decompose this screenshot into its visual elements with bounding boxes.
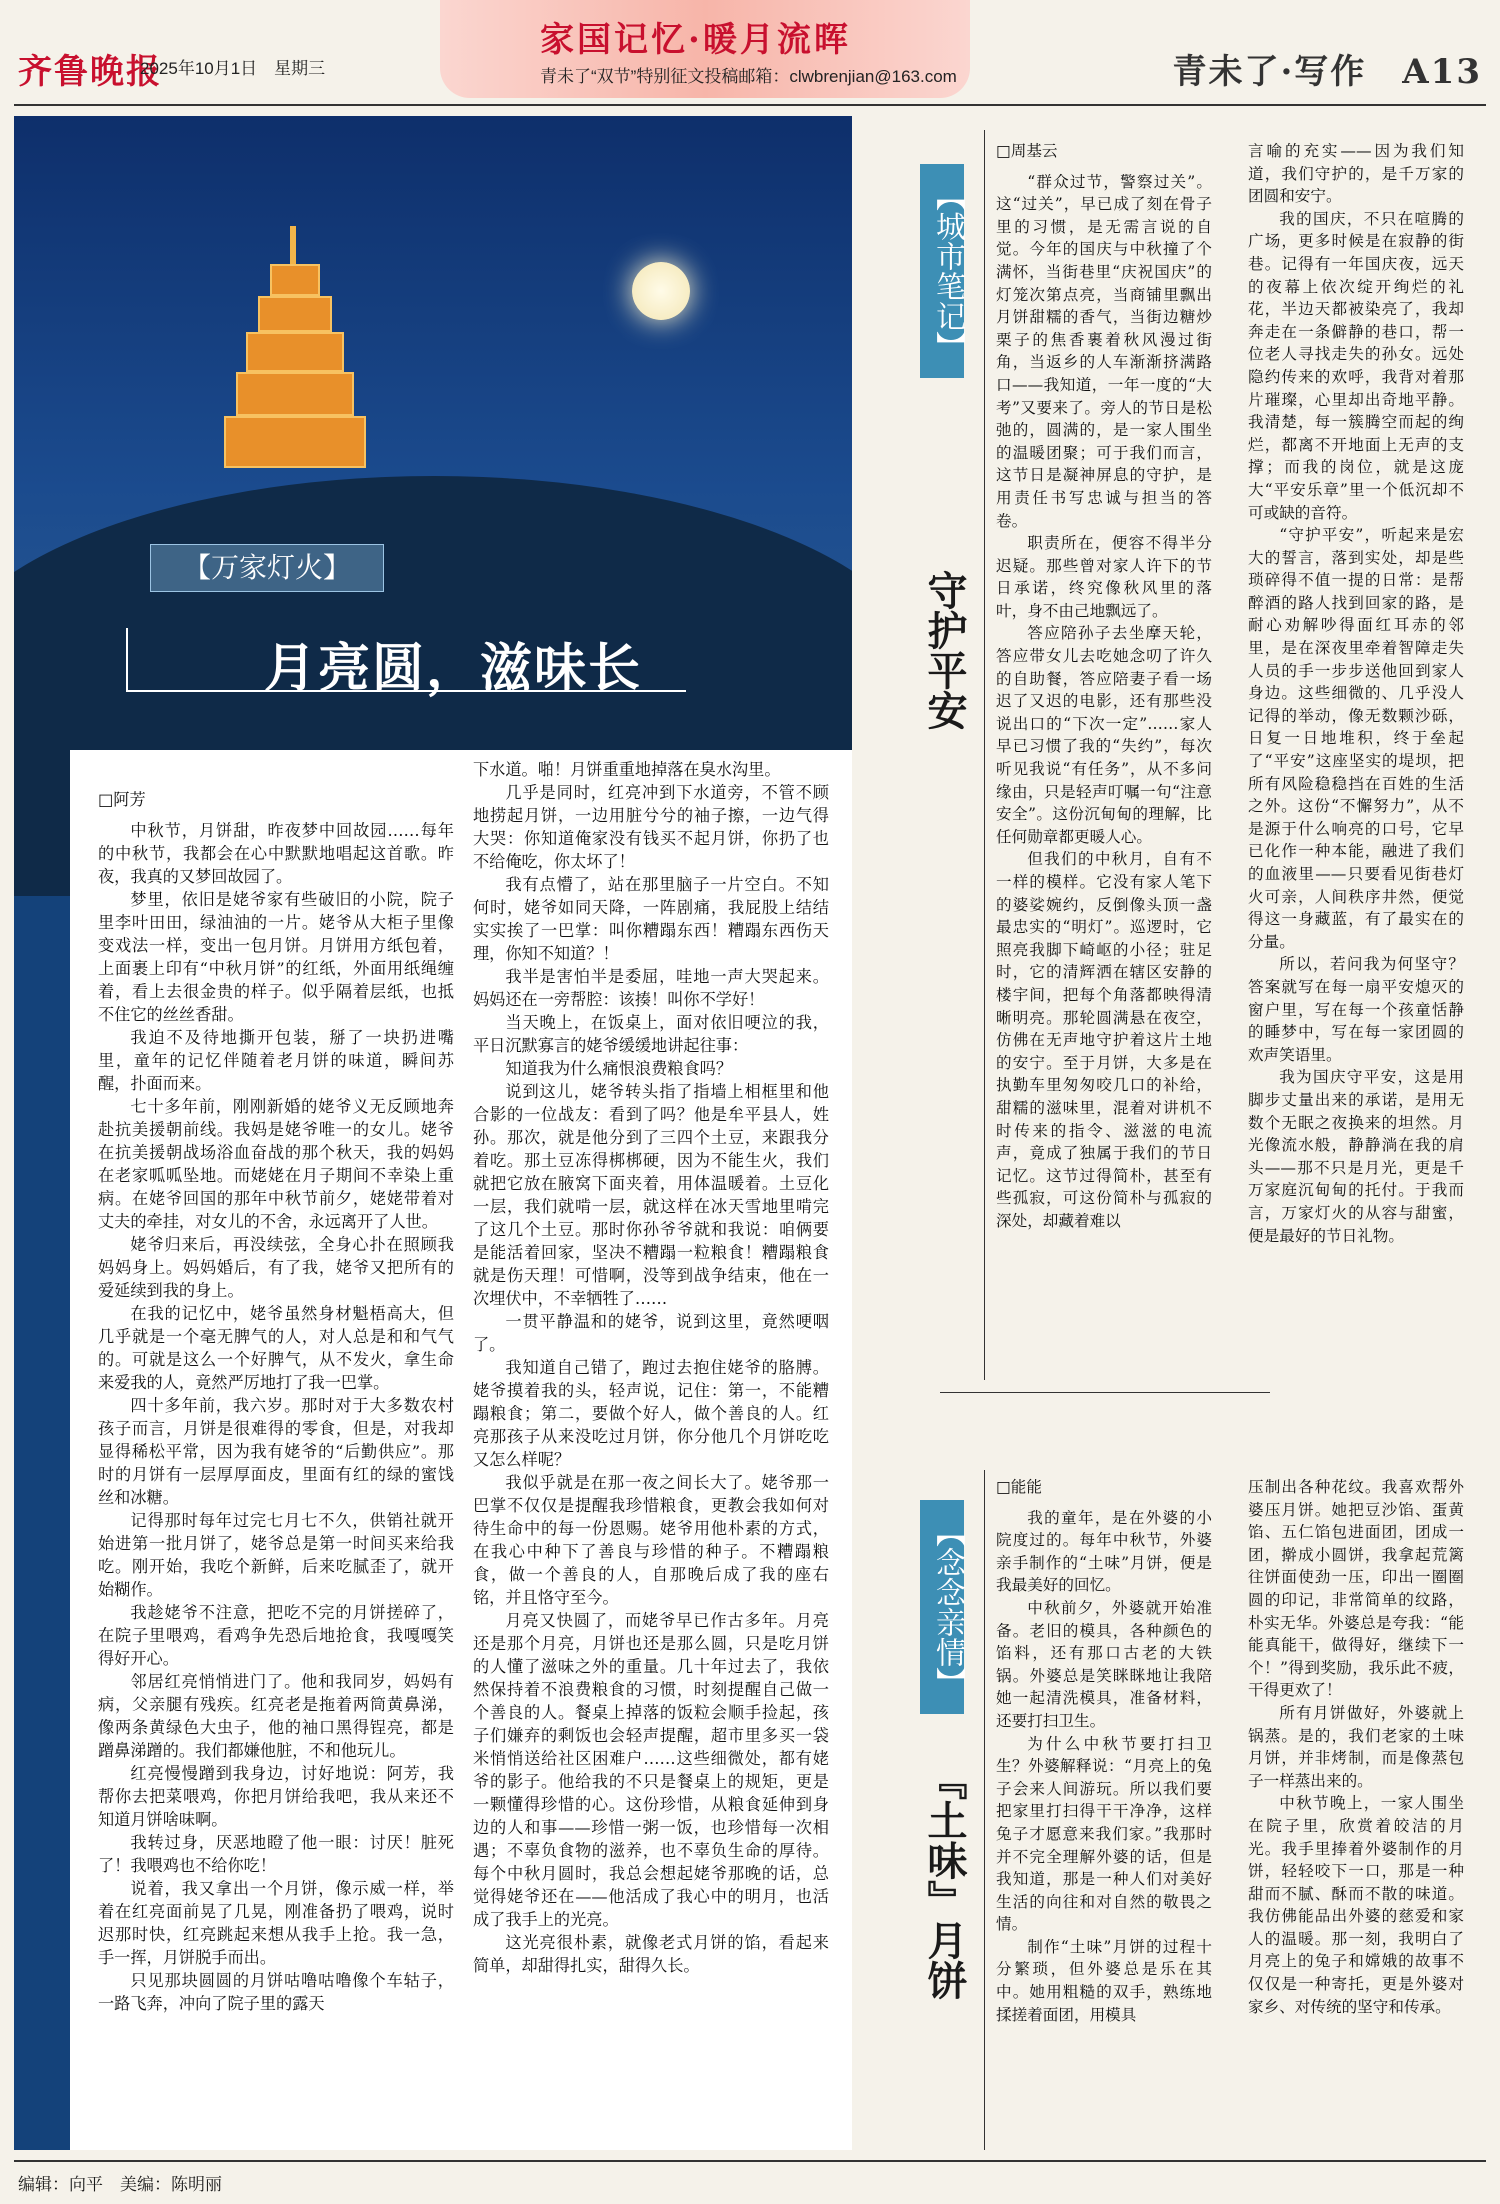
- paragraph: 为什么中秋节要打扫卫生？外婆解释说：“月亮上的兔子会来人间游玩。所以我们要把家里打扫得干干净净，这样兔子才愿意来我们家。”我那时并不完全理解外婆的话，但是我知道，那是一种人们对美好生活的向往和对自然的敬畏之情。: [996, 1734, 1212, 1934]
- paragraph: 邻居红亮悄悄进门了。他和我同岁，妈妈有病，父亲腿有残疾。红亮老是拖着两筒黄鼻涕，像两条黄绿色大虫子，他的袖口黑得锃亮，都是蹭鼻涕蹭的。我们都嫌他脏，不和他玩儿。: [98, 1672, 454, 1760]
- paragraph: “群众过节，警察过关”。这“过关”，早已成了刻在骨子里的习惯，是无需言说的自觉。今年的国庆与中秋撞了个满怀，当街巷里“庆祝国庆”的灯笼次第点亮，当商铺里飘出月饼甜糯的香气，当街边糖炒栗子的焦香裹着秋风漫过街角，当返乡的人车渐渐挤满路口——我知道，一年一度的“大考”又要来了。旁人的节日是松弛的，圆满的，是一家人围坐的温暖团聚；可于我们而言，这节日是凝神屏息的守护，是用责任书写忠诚与担当的答卷。: [996, 172, 1212, 530]
- article-body-box: [70, 750, 852, 2150]
- paragraph: 记得那时每年过完七月七不久，供销社就开始进第一批月饼了，姥爷总是第一时间买来给我吃。刚开始，我吃个新鲜，后来吃腻歪了，就开始糊作。: [98, 1511, 454, 1599]
- city-divider: [984, 130, 985, 1380]
- banner-title: 家国记忆·暖月流晖: [540, 20, 851, 60]
- top-rule: [14, 104, 1486, 106]
- paragraph: 只见那块圆圆的月饼咕噜咕噜像个车轱子，一路飞奔，冲向了院子里的露天: [98, 1971, 454, 2013]
- paragraph: 我有点懵了，站在那里脑子一片空白。不知何时，姥爷如同天降，一阵剧痛，我屁股上结结实实挨了一巴掌：叫你糟蹋东西！糟蹋东西伤天理，你知不知道？！: [473, 875, 829, 963]
- family-column-2: [1248, 1476, 1464, 2018]
- paragraph: 我为国庆守平安，这是用脚步丈量出来的承诺，是用无数个无眠之夜换来的坦然。月光像流水般，静静淌在我的肩头——那不只是月光，更是千万家庭沉甸甸的托付。于我而言，万家灯火的从容与甜蜜，便是最好的节日礼物。: [1248, 1068, 1464, 1245]
- city-column-1: [996, 140, 1212, 1233]
- article-column-2: [473, 758, 829, 1977]
- pagoda-illustration: [224, 226, 364, 466]
- city-byline: □周基云: [996, 142, 1058, 160]
- paragraph: “守护平安”，听起来是宏大的誓言，落到实处，却是些琐碎得不值一提的日常：是帮醉酒的路人找到回家的路，是耐心劝解吵得面红耳赤的邻里，是在深夜里牵着智障走失人员的手一步步送他回到家人身边。这些细微的、几乎没人记得的举动，像无数颗沙砾，日复一日地堆积，终于垒起了“平安”这座坚实的堤坝，把所有风险稳稳挡在百姓的生活之外。这份“不懈努力”，从不是源于什么响亮的口号，它早已化作一种本能，融进了我们的血液里——只要看见街巷灯火可亲，人间秩序井然，便觉得这一身藏蓝，有了最实在的分量。: [1248, 526, 1464, 951]
- page-title: 青未了·写作 A13: [1172, 52, 1482, 92]
- paragraph: 所有月饼做好，外婆就上锅蒸。是的，我们老家的土味月饼，并非烤制，而是像蒸包子一样蒸出来的。: [1248, 1703, 1464, 1790]
- paragraph: 压制出各种花纹。我喜欢帮外婆压月饼。她把豆沙馅、蛋黄馅、五仁馅包进面团，团成一团，擀成小圆饼，我拿起荒篱往饼面使劲一压，印出一圈圈圆的印记，非常简单的纹路，朴实无华。外婆总是夸我：“能能真能干，做得好，继续下一个！”得到奖励，我乐此不疲，干得更欢了！: [1248, 1478, 1464, 1700]
- paragraph: 我的国庆，不只在喧腾的广场，更多时候是在寂静的街巷。记得有一年国庆夜，远天的夜幕上依次绽开绚烂的礼花，半边天都被染亮了，我却奔走在一条僻静的巷口，帮一位老人寻找走失的孙女。远处隐约传来的欢呼，我背对着那片璀璨，心里却出奇地平静。我清楚，每一簇腾空而起的绚烂，都离不开地面上无声的支撑；而我的岗位，就是这庞大“平安乐章”里一个低沉却不可或缺的音符。: [1248, 209, 1464, 522]
- family-column-label: 【念念亲情】: [920, 1500, 964, 1714]
- newspaper-masthead: 齐鲁晚报: [18, 52, 162, 92]
- paragraph: 月亮又快圆了，而姥爷早已作古多年。月亮还是那个月亮，月饼也还是那么圆，只是吃月饼的人懂了滋味之外的重量。几十年过去了，我依然保持着不浪费粮食的习惯，时刻提醒自己做一个善良的人。餐桌上掉落的饭粒会顺手捡起，孩子们嫌弃的剩饭也会轻声提醒，超市里多买一袋米悄悄送给社区困难户……这些细微处，都有姥爷的影子。他给我的不只是餐桌上的规矩，更是一颗懂得珍惜的心。这份珍惜，从粮食延伸到身边的人和事——珍惜一粥一饭，也珍惜每一次相遇；不辜负食物的滋养，也不辜负生命的厚待。每个中秋月圆时，我总会想起姥爷那晚的话，总觉得姥爷还在——他活成了我心中的明月，也活成了我手上的光亮。: [473, 1611, 829, 1929]
- city-column-label: 【城市笔记】: [920, 164, 964, 378]
- paragraph: 中秋节晚上，一家人围坐在院子里，欣赏着皎洁的月光。我手里捧着外婆制作的月饼，轻轻咬下一口，那是一种甜而不腻、酥而不散的味道。我仿佛能品出外婆的慈爱和家人的温暖。那一刻，我明白了月亮上的兔子和嫦娥的故事不仅仅是一种寄托，更是外婆对家乡、对传统的坚守和传承。: [1248, 1794, 1464, 2016]
- article-byline: □阿芳: [98, 790, 146, 809]
- paragraph: 我的童年，是在外婆的小院度过的。每年中秋节，外婆亲手制作的“土味”月饼，便是我最美好的回忆。: [996, 1508, 1212, 1595]
- paragraph: 我迫不及待地撕开包装，掰了一块扔进嘴里，童年的记忆伴随着老月饼的味道，瞬间苏醒，扑面而来。: [98, 1028, 454, 1093]
- headline-bracket: [126, 628, 128, 692]
- paragraph: 职责所在，便容不得半分迟疑。那些曾对家人许下的节日承诺，终究像秋风里的落叶，身不由己地飘远了。: [996, 534, 1212, 620]
- paragraph: 说到这儿，姥爷转头指了指墙上相框里和他合影的一位战友：看到了吗？他是牟平县人，姓孙。那次，就是他分到了三四个土豆，来跟我分着吃。那土豆冻得梆梆硬，因为不能生火，我们就把它放在腋窝下面夹着，用体温暖着。土豆化一层，我们就啃一层，就这样在冰天雪地里啃完了这几个土豆。那时你孙爷爷就和我说：咱俩要是能活着回家，坚决不糟蹋一粒粮食！糟蹋粮食就是伤天理！可惜啊，没等到战争结束，他在一次埋伏中，不幸牺牲了……: [473, 1082, 829, 1308]
- city-column-2: [1248, 140, 1464, 1247]
- city-article-title: 守护平安: [921, 570, 968, 730]
- paragraph: 我知道自己错了，跑过去抱住姥爷的胳膊。姥爷摸着我的头，轻声说，记住：第一，不能糟蹋粮食；第二，要做个好人，做个善良的人。红亮那孩子从来没吃过月饼，你分他几个月饼吃吃又怎么样呢？: [473, 1358, 829, 1469]
- paragraph: 七十多年前，刚刚新婚的姥爷义无反顾地奔赴抗美援朝前线。我妈是姥爷唯一的女儿。姥爷在抗美援朝战场浴血奋战的那个秋天，我的妈妈在老家呱呱坠地。而姥姥在月子期间不幸染上重病。在姥爷回国的那年中秋节前夕，姥姥带着对丈夫的牵挂，对女儿的不舍，永远离开了人世。: [98, 1097, 454, 1231]
- city-bottom-rule: [940, 1392, 1270, 1393]
- paragraph: 四十多年前，我六岁。那时对于大多数农村孩子而言，月饼是很难得的零食，但是，对我却显得稀松平常，因为我有姥爷的“后勤供应”。那时的月饼有一层厚厚面皮，里面有红的绿的蜜饯丝和冰糖。: [98, 1396, 454, 1507]
- paragraph: 我半是害怕半是委屈，哇地一声大哭起来。妈妈还在一旁帮腔：该揍！叫你不学好！: [473, 967, 829, 1009]
- editor-credits: 编辑：向平 美编：陈明丽: [18, 2175, 222, 2194]
- paragraph: 说着，我又拿出一个月饼，像示威一样，举着在红亮面前晃了几晃，刚准备扔了喂鸡，说时迟那时快，红亮跳起来想从我手上抢。我一急，手一挥，月饼脱手而出。: [98, 1879, 454, 1967]
- paragraph: 但我们的中秋月，自有不一样的模样。它没有家人笔下的婆娑婉约，反倒像头顶一盏最忠实的“明灯”。巡逻时，它照亮我脚下崎岖的小径；驻足时，它的清辉洒在辖区安静的楼宇间，把每个角落都映得清晰明亮。那轮圆满悬在夜空，仿佛在无声地守护着这片土地的安宁。至于月饼，大多是在执勤车里匆匆咬几口的补给，甜糯的滋味里，混着对讲机不时传来的指令、滋滋的电流声，竟成了独属于我们的节日记忆。这节过得简朴，甚至有些孤寂，可这份简朴与孤寂的深处，却藏着难以: [996, 850, 1212, 1230]
- column-tag: 【万家灯火】: [150, 544, 384, 592]
- banner-subtitle: 青未了“双节”特别征文投稿邮箱：clwbrenjian@163.com: [540, 67, 957, 86]
- paragraph: 红亮慢慢蹭到我身边，讨好地说：阿芳，我帮你去把菜喂鸡，你把月饼给我吧，我从来还不知道月饼啥味啊。: [98, 1764, 454, 1829]
- paragraph: 在我的记忆中，姥爷虽然身材魁梧高大，但几乎就是一个毫无脾气的人，对人总是和和气气的。可就是这么一个好脾气，从不发火，拿生命来爱我的人，竟然严厉地打了我一巴掌。: [98, 1304, 454, 1392]
- paragraph: 中秋前夕，外婆就开始准备。老旧的模具，各种颜色的馅料，还有那口古老的大铁锅。外婆总是笑眯眯地让我陪她一起清洗模具，准备材料，还要打扫卫生。: [996, 1598, 1212, 1730]
- paragraph: 一贯平静温和的姥爷，说到这里，竟然哽咽了。: [473, 1312, 829, 1354]
- paragraph: 下水道。啪！月饼重重地掉落在臭水沟里。: [473, 760, 781, 779]
- paragraph: 我趁姥爷不注意，把吃不完的月饼搓碎了，在院子里喂鸡，看鸡争先恐后地抢食，我嘎嘎笑得好开心。: [98, 1603, 454, 1668]
- paragraph: 所以，若问我为何坚守？答案就写在每一扇平安熄灭的窗户里，写在每一个孩童恬静的睡梦中，写在每一家团圆的欢声笑语里。: [1248, 955, 1464, 1064]
- article-column-1: [98, 788, 454, 2015]
- bottom-rule: [14, 2160, 1486, 2162]
- paragraph: 制作“土味”月饼的过程十分繁琐，但外婆总是乐在其中。她用粗糙的双手，熟练地揉搓着面团，用模具: [996, 1937, 1212, 2024]
- paragraph: 言喻的充实——因为我们知道，我们守护的，是千万家的团圆和安宁。: [1248, 142, 1464, 206]
- paragraph: 几乎是同时，红亮冲到下水道旁，不管不顾地捞起月饼，一边用脏兮兮的袖子擦，一边气得大哭：你知道俺家没有钱买不起月饼，你扔了也不给俺吃，你太坏了！: [473, 783, 829, 871]
- family-byline: □能能: [996, 1478, 1042, 1496]
- family-column-1: [996, 1476, 1212, 2026]
- paragraph: 这光亮很朴素，就像老式月饼的馅，看起来简单，却甜得扎实，甜得久长。: [473, 1933, 829, 1975]
- paragraph: 知道我为什么痛恨浪费粮食吗？: [505, 1059, 733, 1078]
- paragraph: 梦里，依旧是姥爷家有些破旧的小院，院子里李叶田田，绿油油的一片。姥爷从大柜子里像变戏法一样，变出一包月饼。月饼用方纸包着，上面裹上印有“中秋月饼”的红纸，外面用纸绳缠着，看上去很金贵的样子。似乎隔着层纸，也抵不住它的丝丝香甜。: [98, 890, 454, 1024]
- family-divider: [984, 1470, 985, 2150]
- paragraph: 我转过身，厌恶地瞪了他一眼：讨厌！脏死了！我喂鸡也不给你吃！: [98, 1833, 454, 1875]
- paragraph: 当天晚上，在饭桌上，面对依旧哽泣的我，平日沉默寡言的姥爷缓缓地讲起往事：: [473, 1013, 829, 1055]
- family-article-title: 『土味』月饼: [921, 1760, 968, 2000]
- paragraph: 我似乎就是在那一夜之间长大了。姥爷那一巴掌不仅仅是提醒我珍惜粮食，更教会我如何对待生命中的每一份恩赐。姥爷用他朴素的方式，在我心中种下了善良与珍惜的种子。不糟蹋粮食，做一个善良的人，自那晚后成了我的座右铭，并且恪守至今。: [473, 1473, 829, 1607]
- paragraph: 中秋节，月饼甜，昨夜梦中回故园……每年的中秋节，我都会在心中默默地唱起这首歌。昨夜，我真的又梦回故园了。: [98, 821, 454, 886]
- feature-panel: [14, 116, 852, 2150]
- issue-date: 2025年10月1日 星期三: [140, 59, 326, 78]
- full-moon: [632, 262, 690, 320]
- article-headline: 月亮圆，滋味长: [264, 638, 643, 699]
- paragraph: 姥爷归来后，再没续弦，全身心扑在照顾我妈妈身上。妈妈婚后，有了我，姥爷又把所有的爱延续到我的身上。: [98, 1235, 454, 1300]
- paragraph: 答应陪孙子去坐摩天轮，答应带女儿去吃她念叨了许久的自助餐，答应陪妻子看一场迟了又迟的电影，还有那些没说出口的“下次一定”……家人早已习惯了我的“失约”，每次听见我说“有任务”，从不多问缘由，只是轻声叮嘱一句“注意安全”。这份沉甸甸的理解，比任何勋章都更暖人心。: [996, 624, 1212, 846]
